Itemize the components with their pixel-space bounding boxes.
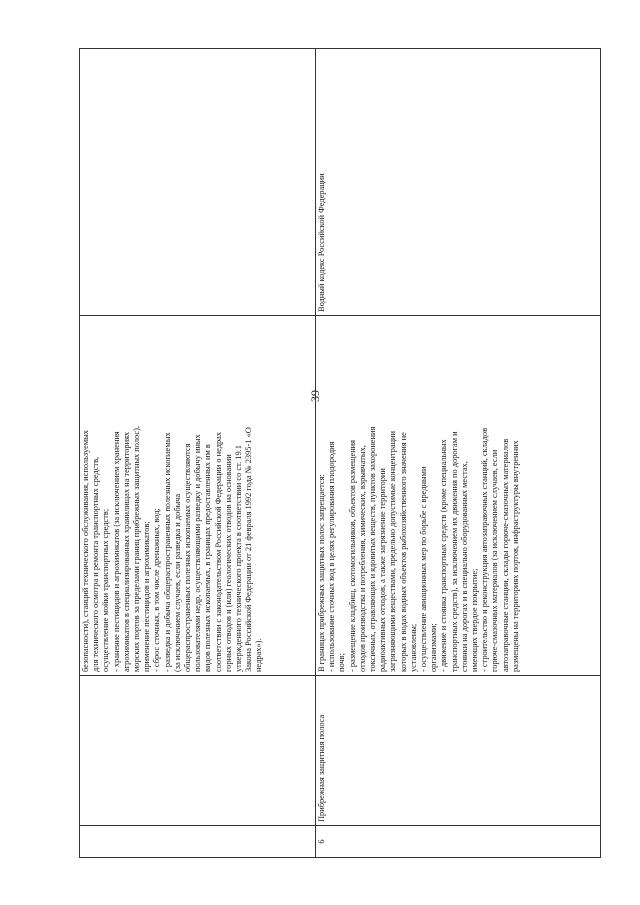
content-line: - использование сточных вод в целях регулирования плодородия — [327, 441, 337, 672]
content-line: стоянки на дорогах и в специально оборудованных местах, — [459, 461, 469, 672]
content-line: недрах»). — [254, 638, 264, 672]
zone-name-cell: Прибрежная защитная полоса — [316, 676, 601, 826]
content-line: утвержденного технического проекта в соответствии со ст. 19.1 — [234, 445, 244, 672]
restrictions-cell — [316, 316, 601, 676]
content-line: применение пестицидов и агрохимикатов; — [142, 521, 152, 672]
content-line: агрохимикатов в специализированных хранилищах на территориях — [121, 431, 131, 672]
content-line: Закона Российской Федерации от 21 февраля 1992 года № 2395-1 «О — [244, 427, 254, 672]
content-line: - размещение кладбищ, скотомогильников, объектов размещения — [347, 439, 357, 672]
content-line: отходов производства и потребления, химических, взрывчатых, — [357, 445, 367, 672]
content-line: (за исключением случаев, если разведка и добыча — [172, 493, 182, 672]
content-line: транспортных средств), за исключением их движения по дорогам и — [449, 431, 459, 672]
restrictions-text — [81, 319, 265, 672]
content-line: видов полезных ископаемых, в границах предоставленных им в — [203, 444, 213, 672]
row-number-cell — [80, 826, 316, 858]
content-line: горюче-смазочных материалов (за исключением случаев, если — [490, 449, 500, 672]
content-line: - разведка и добыча общераспространенных полезных ископаемых — [162, 432, 172, 672]
content-line: почв; — [337, 653, 347, 672]
content-line: для технического осмотра и ремонта транспортных средств, — [91, 456, 101, 672]
zone-name-cell — [80, 676, 316, 826]
content-line: загрязняющими веществами, предельно допустимые концентрации — [388, 431, 398, 672]
content-line: автозаправочные станции, склады горюче-смазочных материалов — [500, 438, 510, 672]
page-number: 39 — [308, 390, 322, 402]
table-row — [316, 49, 601, 858]
source-cell — [80, 49, 316, 316]
content-line: В границах прибрежных защитных полос запрещается: — [317, 474, 326, 672]
row-number-cell: 6 — [316, 826, 601, 858]
content-line: соответствии с законодательством Российской Федерации о недрах — [213, 431, 223, 672]
content-line: горных отводов и (или) геологических отводов на основании — [223, 454, 233, 672]
content-line: безопасности), станций технического обслуживания, используемых — [81, 430, 90, 672]
content-line: радиоактивных отходов, а также загрязнение территории — [378, 468, 388, 672]
content-line: которых в водах водных объектов рыбохозяйственного значения не — [398, 432, 408, 672]
content-line: организмами; — [429, 623, 439, 672]
table-row — [80, 49, 316, 858]
content-line: пользователями недр, осуществляющими разведку и добычу иных — [193, 434, 203, 672]
content-line: - осуществление авиационных мер по борьбе с вредными — [419, 466, 429, 672]
content-line: - хранение пестицидов и агрохимикатов (за исключением хранения — [111, 431, 121, 672]
content-line: - сброс сточных, в том числе дренажных, вод; — [152, 508, 162, 672]
content-line: установлены; — [408, 623, 418, 672]
restrictions-cell — [80, 316, 316, 676]
content-line: - движение и стоянка транспортных средств (кроме специальных — [439, 439, 449, 672]
restrictions-text — [317, 319, 521, 672]
content-line: имеющих твердое покрытие; — [470, 568, 480, 672]
content-line: - строительство и реконструкция автозаправочных станций, складов — [480, 427, 490, 672]
content-line: токсичных, отравляющих и ядовитых веществ, пунктов захоронения — [368, 426, 378, 672]
source-cell: Водный кодекс Российской Федерации — [316, 49, 601, 316]
regulation-table — [79, 48, 601, 858]
rotated-page — [79, 48, 601, 858]
content-line: общераспространенных полезных ископаемых осуществляются — [183, 443, 193, 672]
content-line: осуществление мойки транспортных средств; — [101, 508, 111, 672]
content-line: размещены на территориях портов, инфраструктуры внутренних — [510, 440, 520, 672]
content-line: морских портов за пределами границ прибрежных защитных полос), — [132, 425, 142, 672]
